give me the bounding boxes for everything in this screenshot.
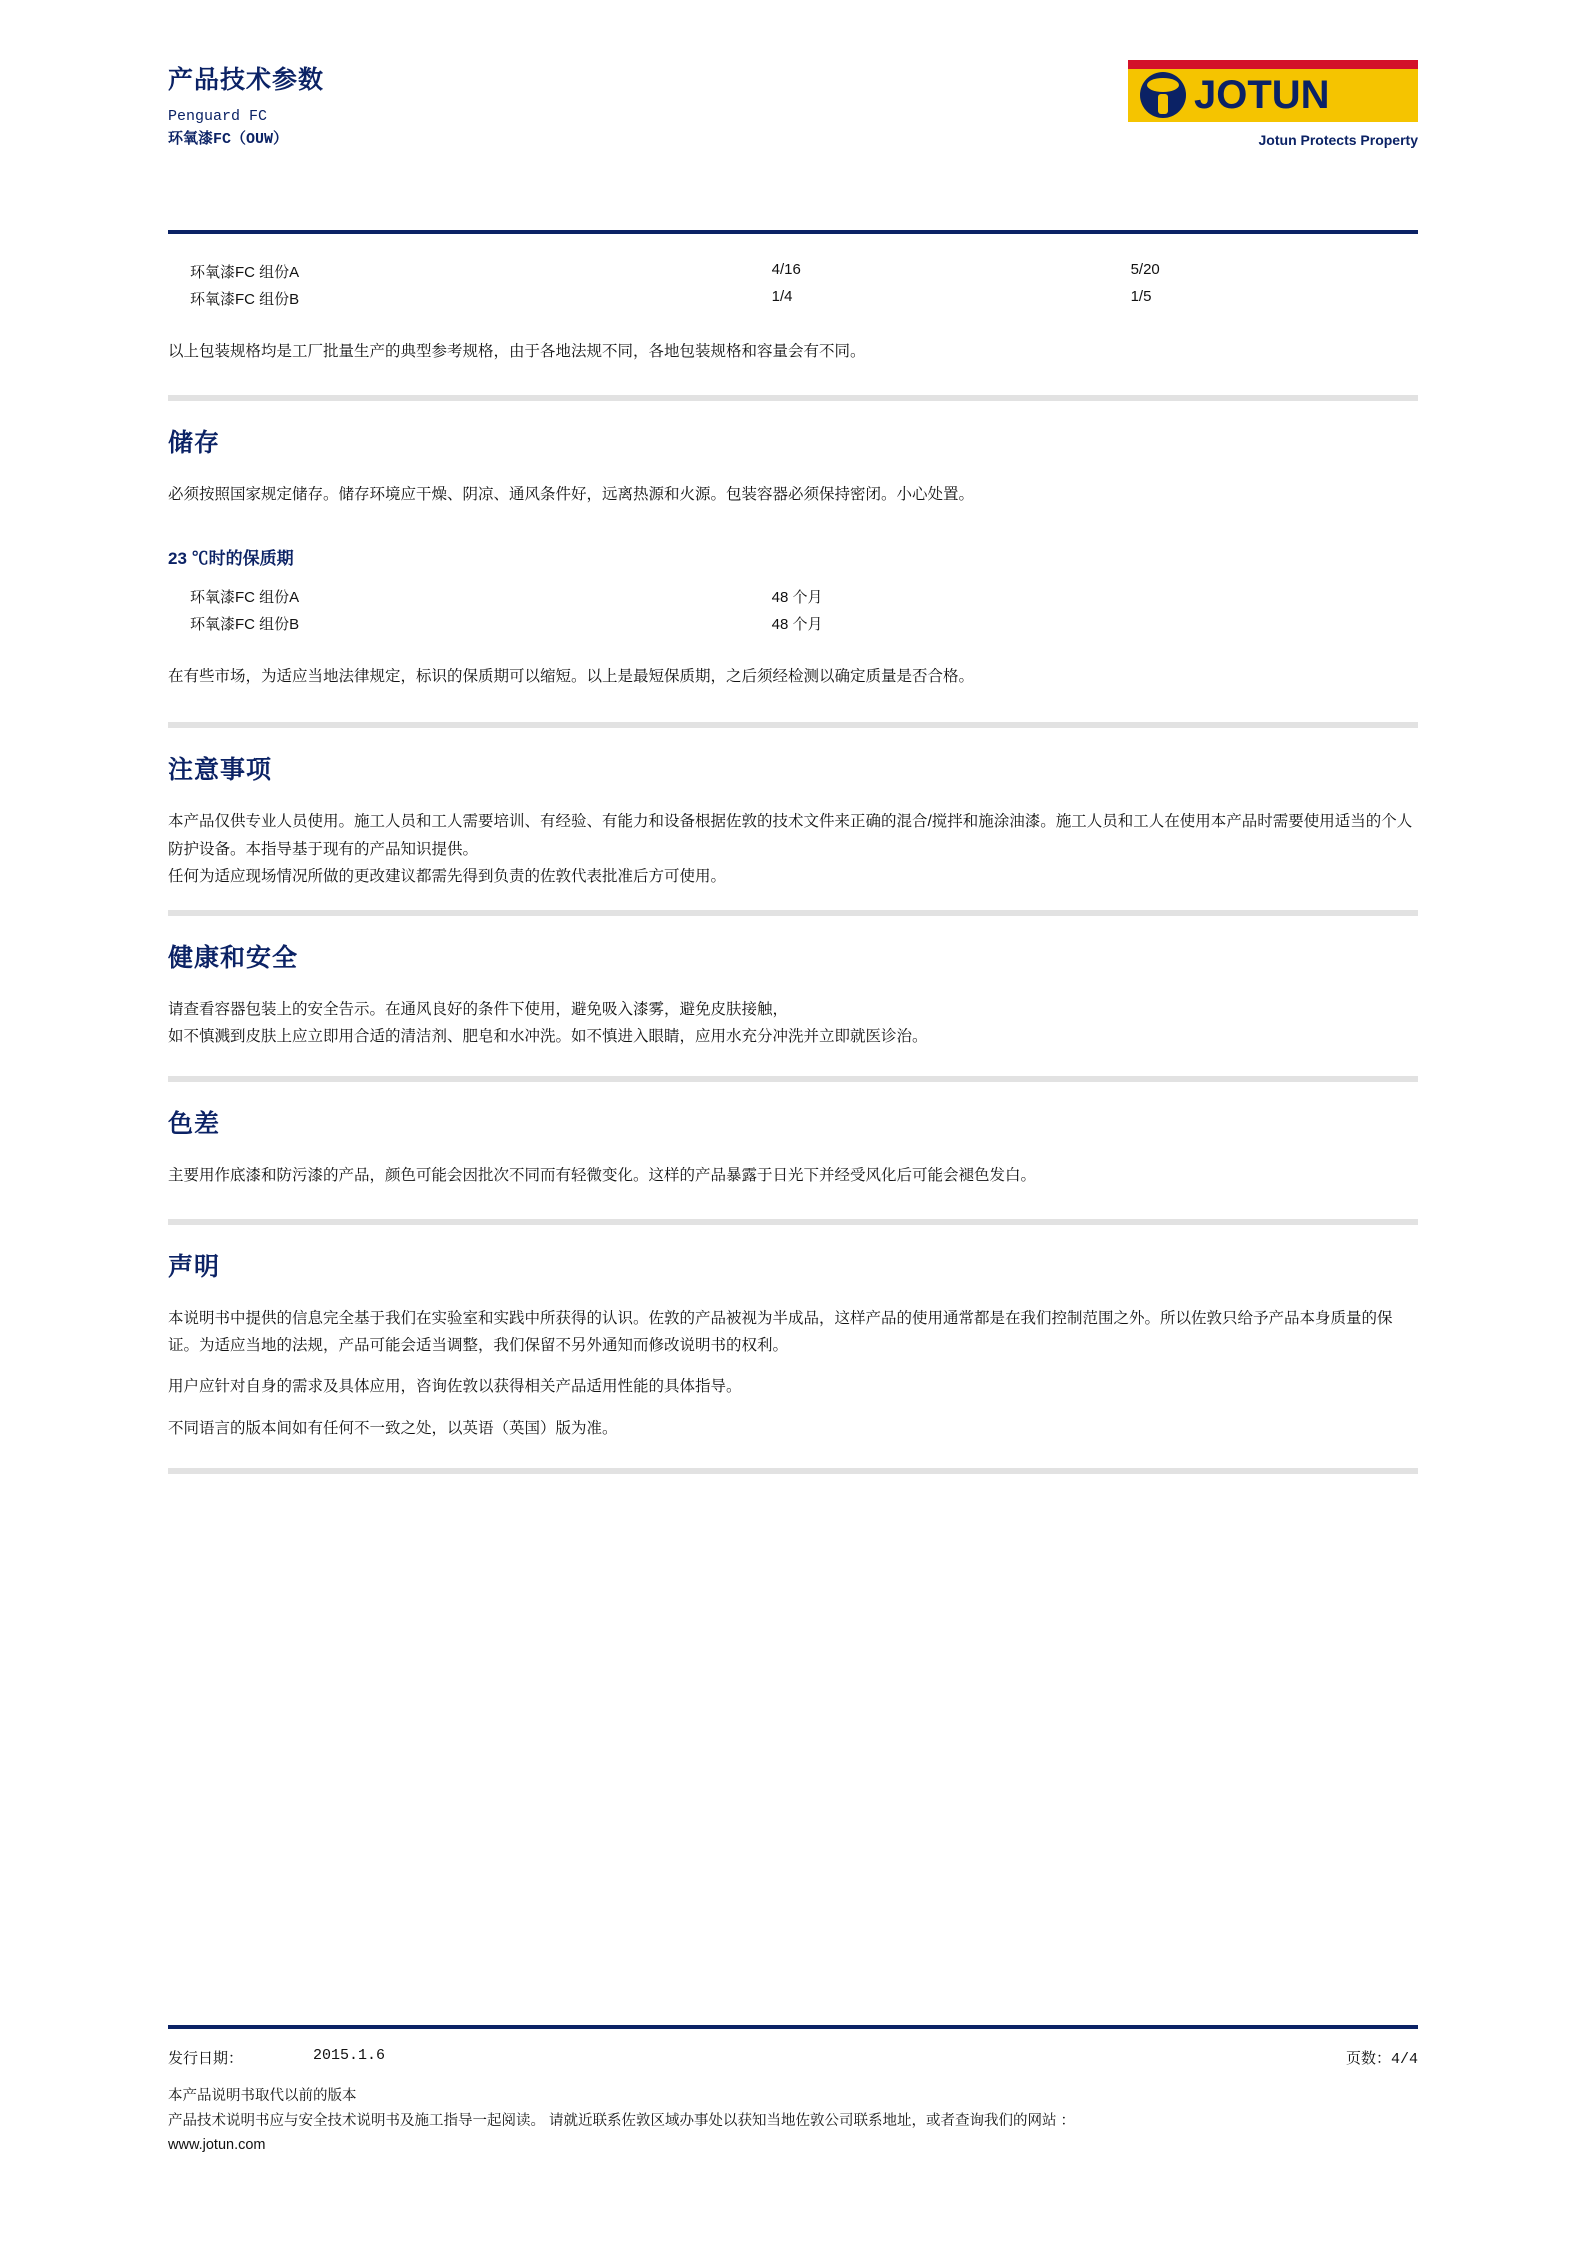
issue-date-value: 2015.1.6: [313, 2047, 386, 2064]
statement-section: [168, 1247, 1418, 1442]
storage-text: 必须按照国家规定储存。储存环境应干燥、阴凉、通风条件好，远离热源和火源。包装容器必须保持密闭。小心处置。: [168, 486, 975, 504]
statement-para-1: 本说明书中提供的信息完全基于我们在实验室和实践中所获得的认识。佐敦的产品被视为半成品，这样产品的使用通常都是在我们控制范围之外。所以佐敦只给予产品本身质量的保证。为适应当地的法规，产品可能会适当调整，我们保留不另外通知而修改说明书的权利。: [168, 1310, 1393, 1355]
footer-website[interactable]: www.jotun.com: [168, 2137, 266, 2154]
shelf-life-name-a: 环氧漆FC 组份A: [190, 589, 300, 607]
shelf-life-name-b: 环氧漆FC 组份B: [190, 616, 300, 634]
shelf-life-value-b: 48 个月: [771, 616, 823, 634]
health-safety-heading: 健康和安全: [168, 943, 299, 972]
health-safety-section: [168, 938, 1418, 1050]
precautions-para-1: 本产品仅供专业人员使用。施工人员和工人需要培训、有经验、有能力和设备根据佐敦的技术文件来正确的混合/搅拌和施涂油漆。施工人员和工人在使用本产品时需要使用适当的个人防护设备。本指导基于现有的产品知识提供。: [168, 813, 1413, 858]
packaging-table: [190, 258, 1440, 312]
precautions-section: [168, 750, 1418, 889]
health-safety-para-2: 如不慎溅到皮肤上应立即用合适的清洁剂、肥皂和水冲洗。如不慎进入眼睛，应用水充分冲洗并立即就医诊治。: [168, 1027, 928, 1045]
page-title: 产品技术参数: [168, 66, 325, 94]
jotun-logo: [1128, 60, 1418, 148]
footer-note-1: 本产品说明书取代以前的版本: [168, 2088, 357, 2104]
packaging-size2-a: 5/20: [1130, 261, 1160, 278]
document-header: [168, 60, 1418, 190]
table-row: [190, 583, 1440, 610]
table-row: [190, 258, 1440, 285]
shelf-life-table: [190, 583, 1440, 637]
packaging-size1-b: 1/4: [771, 288, 793, 305]
footer-divider: [168, 2025, 1418, 2029]
color-difference-heading: 色差: [168, 1110, 221, 1138]
health-safety-para-1: 请查看容器包装上的安全告示。在通风良好的条件下使用，避免吸入漆雾，避免皮肤接触，: [168, 1000, 789, 1018]
logo-tagline: Jotun Protects Property: [1258, 132, 1418, 148]
section-separator: [168, 395, 1418, 401]
packaging-section: [168, 258, 1418, 1496]
statement-heading: 声明: [168, 1253, 221, 1282]
logo-badge: [1128, 60, 1418, 122]
statement-para-3: 不同语言的版本间如有任何不一致之处，以英语（英国）版为准。: [168, 1419, 618, 1437]
section-separator: [168, 1468, 1418, 1474]
color-difference-section: [168, 1104, 1418, 1189]
section-separator: [168, 910, 1418, 916]
packaging-size1-a: 4/16: [771, 261, 801, 278]
logo-wordmark: JOTUN: [1194, 72, 1330, 117]
shelf-life-note: 在有些市场，为适应当地法律规定，标识的保质期可以缩短。以上是最短保质期，之后须经检测以确定质量是否合格。: [168, 668, 975, 686]
document-footer: [168, 2025, 1418, 2158]
packaging-note: 以上包装规格均是工厂批量生产的典型参考规格，由于各地法规不同，各地包装规格和容量会有不同。: [168, 343, 866, 360]
footer-note-2: 产品技术说明书应与安全技术说明书及施工指导一起阅读。 请就近联系佐敦区域办事处以获知当地佐敦公司联系地址，或者查询我们的网站 ：: [168, 2112, 1076, 2129]
logo-red-bar: [1128, 60, 1418, 69]
storage-heading: 储存: [168, 429, 221, 458]
issue-date-label: 发行日期：: [168, 2051, 244, 2068]
globe-icon: [1140, 72, 1186, 118]
statement-para-2: 用户应针对自身的需求及具体应用，咨询佐敦以获得相关产品适用性能的具体指导。: [168, 1378, 742, 1396]
table-row: [190, 610, 1440, 637]
storage-section: [168, 423, 1418, 690]
footer-meta-row: [168, 2047, 1418, 2068]
precautions-heading: 注意事项: [168, 756, 273, 785]
packaging-name-a: 环氧漆FC 组份A: [190, 264, 300, 281]
packaging-name-b: 环氧漆FC 组份B: [190, 291, 300, 308]
product-name-cn: 环氧漆FC（OUW）: [168, 130, 289, 148]
header-divider: [168, 230, 1418, 234]
product-name-en: Penguard FC: [168, 108, 268, 125]
page-number: 页数：4/4: [1345, 2051, 1418, 2068]
precautions-para-2: 任何为适应现场情况所做的更改建议都需先得到负责的佐敦代表批准后方可使用。: [168, 867, 727, 885]
section-separator: [168, 1219, 1418, 1225]
table-row: [190, 285, 1440, 312]
shelf-life-value-a: 48 个月: [771, 589, 823, 607]
section-separator: [168, 722, 1418, 728]
section-separator: [168, 1076, 1418, 1082]
packaging-size2-b: 1/5: [1130, 288, 1152, 305]
color-difference-text: 主要用作底漆和防污漆的产品，颜色可能会因批次不同而有轻微变化。这样的产品暴露于日光下并经受风化后可能会褪色发白。: [168, 1167, 1037, 1184]
shelf-life-heading: 23 ℃时的保质期: [168, 549, 294, 569]
